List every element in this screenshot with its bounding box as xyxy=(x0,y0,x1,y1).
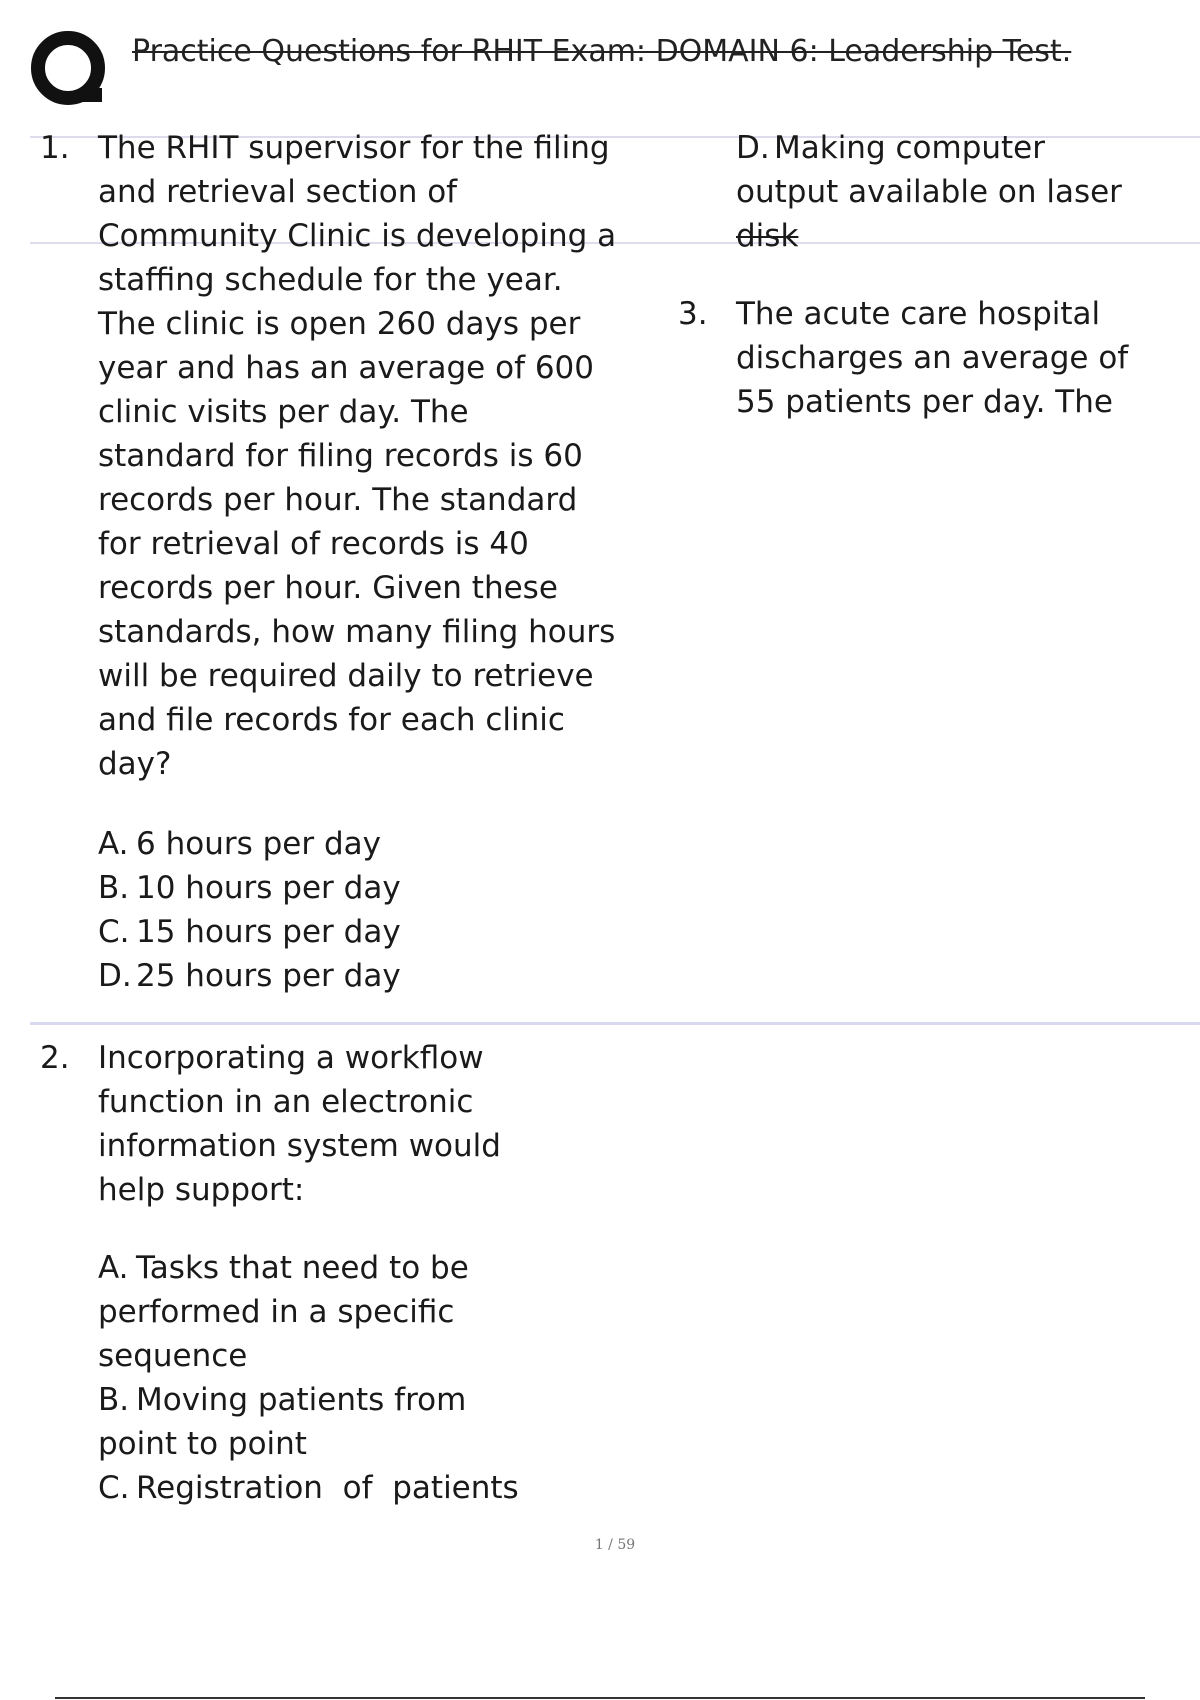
question-number: 2. xyxy=(40,1040,70,1076)
question-line: for retrieval of records is 40 xyxy=(98,526,529,562)
question-line: Incorporating a workflow xyxy=(98,1040,484,1076)
page-title: Practice Questions for RHIT Exam: DOMAIN 6: Leadership Test. xyxy=(132,34,1072,69)
option-text: Tasks that need to be xyxy=(136,1250,469,1286)
option-text: 10 hours per day xyxy=(136,870,401,906)
question-number: 3. xyxy=(678,296,708,332)
question-line: The clinic is open 260 days per xyxy=(98,306,581,342)
question-line: help support: xyxy=(98,1172,305,1208)
question-line: Community Clinic is developing a xyxy=(98,218,617,254)
answer-option[interactable] xyxy=(98,1466,658,1510)
option-letter: B. xyxy=(98,1382,130,1418)
option-letter: A. xyxy=(98,826,129,862)
question-line: and file records for each clinic xyxy=(98,702,565,738)
option-text: Registration of patients xyxy=(136,1470,519,1506)
option-text: disk xyxy=(736,218,799,254)
option-text: 15 hours per day xyxy=(136,914,401,950)
question-divider xyxy=(30,1022,1200,1025)
option-letter: C. xyxy=(98,914,130,950)
q-logo-icon xyxy=(30,30,110,110)
question-line: The acute care hospital xyxy=(736,296,1101,332)
question-3-text xyxy=(736,292,1196,424)
question-line: standards, how many filing hours xyxy=(98,614,616,650)
answer-option[interactable] xyxy=(98,910,658,954)
question-line: will be required daily to retrieve xyxy=(98,658,594,694)
question-2-options xyxy=(98,1246,658,1510)
question-line: standard for filing records is 60 xyxy=(98,438,583,474)
option-text: 6 hours per day xyxy=(136,826,381,862)
question-1-text xyxy=(98,126,688,786)
option-text: output available on laser xyxy=(736,174,1122,210)
question-line: and retrieval section of xyxy=(98,174,458,210)
answer-option[interactable] xyxy=(98,866,658,910)
question-line: function in an electronic xyxy=(98,1084,474,1120)
question-line: records per hour. The standard xyxy=(98,482,578,518)
option-text: sequence xyxy=(98,1338,248,1374)
option-text: 25 hours per day xyxy=(136,958,401,994)
question-number: 1. xyxy=(40,130,70,166)
option-text: performed in a specific xyxy=(98,1294,455,1330)
answer-option[interactable] xyxy=(98,1246,658,1378)
option-text: Making computer xyxy=(774,130,1045,166)
question-line: day? xyxy=(98,746,172,782)
footer-rule xyxy=(55,1697,1145,1699)
question-line: records per hour. Given these xyxy=(98,570,558,606)
option-letter: C. xyxy=(98,1470,130,1506)
question-line: discharges an average of xyxy=(736,340,1129,376)
question-line: The RHIT supervisor for the filing xyxy=(98,130,610,166)
question-line: clinic visits per day. The xyxy=(98,394,469,430)
question-line: year and has an average of 600 xyxy=(98,350,594,386)
question-line: staffing schedule for the year. xyxy=(98,262,563,298)
option-letter: D. xyxy=(98,958,132,994)
option-text: point to point xyxy=(98,1426,307,1462)
question-line: 55 patients per day. The xyxy=(736,384,1113,420)
option-letter: B. xyxy=(98,870,130,906)
answer-option[interactable] xyxy=(98,1378,658,1466)
answer-option[interactable] xyxy=(98,822,658,866)
question-line: information system would xyxy=(98,1128,501,1164)
option-letter: A. xyxy=(98,1250,129,1286)
question-1-options xyxy=(98,822,658,998)
option-text: Moving patients from xyxy=(136,1382,467,1418)
question-2-text xyxy=(98,1036,688,1212)
page-number: 1 / 59 xyxy=(594,1537,636,1553)
answer-option[interactable] xyxy=(98,954,658,998)
question-2-option-d[interactable] xyxy=(736,126,1196,258)
option-letter: D. xyxy=(736,130,770,166)
